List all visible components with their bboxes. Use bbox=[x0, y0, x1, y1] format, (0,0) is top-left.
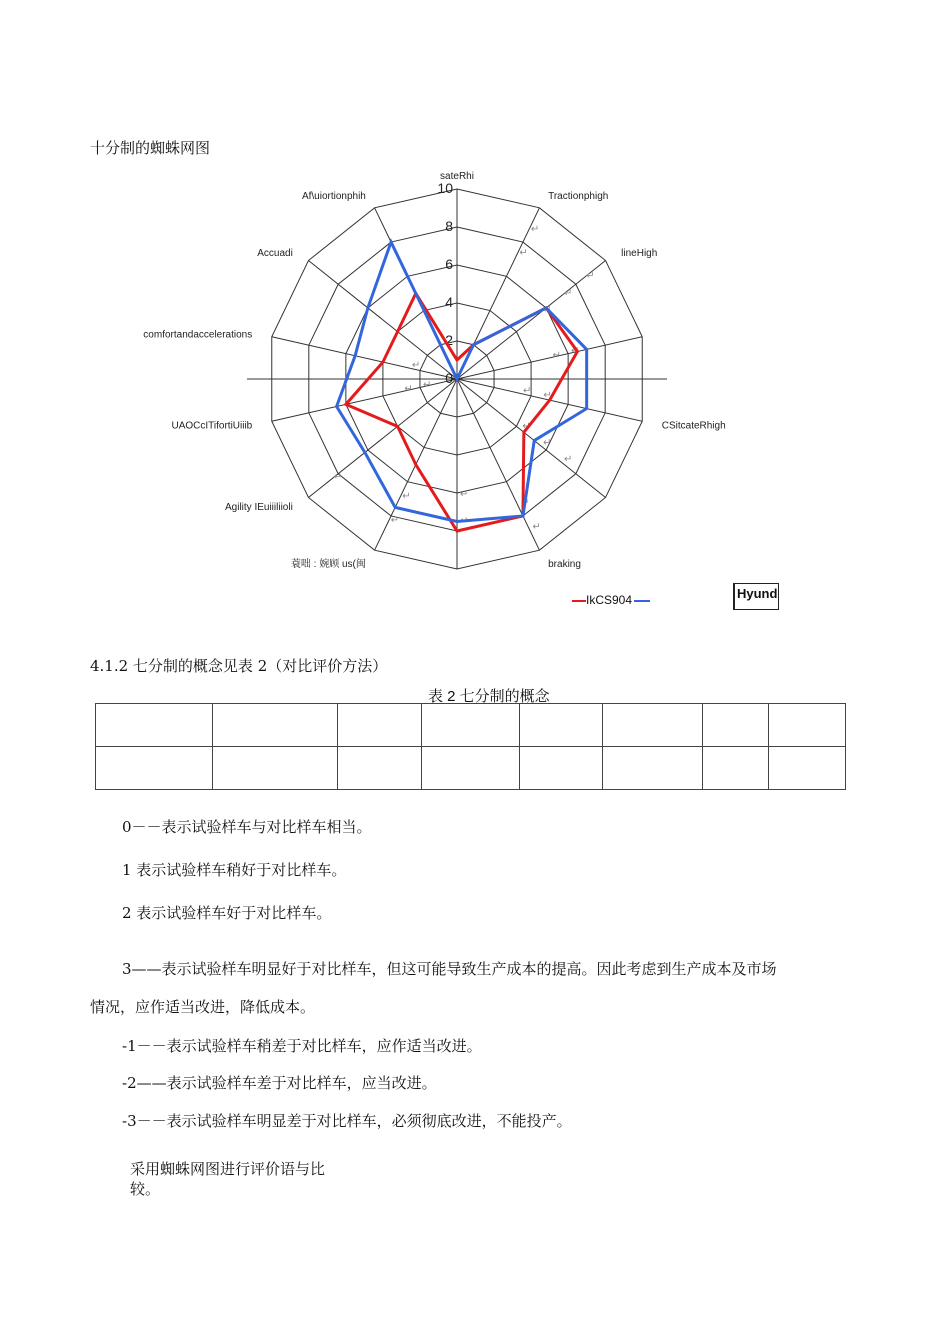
table-cell bbox=[422, 747, 520, 790]
paragraph: 情况，应作适当改进，降低成本。 bbox=[90, 998, 316, 1016]
axis-spoke bbox=[457, 379, 606, 497]
paragraph: -3－－表示试验样车明显差于对比样车，必须彻底改进，不能投产。 bbox=[122, 1112, 572, 1130]
edit-arrow-mark: ↵ bbox=[522, 385, 532, 397]
edit-arrow-mark: ↵ bbox=[530, 223, 540, 235]
table-cell bbox=[338, 747, 422, 790]
edit-arrow-mark: ↵ bbox=[543, 390, 552, 402]
tick-label: 0 bbox=[445, 370, 453, 386]
table-caption: 表 2 七分制的概念 bbox=[428, 688, 550, 705]
axis-label: Tractionphigh bbox=[548, 191, 609, 203]
edit-arrow-mark: ↵ bbox=[402, 490, 411, 502]
edit-arrow-mark: ↵ bbox=[571, 345, 580, 357]
edit-arrow-mark: ↵ bbox=[422, 379, 432, 391]
section-heading-4-1-2: 4.1.2 七分制的概念见表 2（对比评价方法） bbox=[90, 657, 388, 675]
axis-label: UAOCcITifortiUiiib bbox=[171, 420, 253, 432]
axis-label: braking bbox=[548, 558, 581, 570]
axis-label: comfortandaccelerations bbox=[143, 329, 253, 341]
legend-entry bbox=[572, 593, 650, 607]
table-cell bbox=[603, 747, 703, 790]
table-cell bbox=[213, 747, 338, 790]
edit-arrow-mark: ↵ bbox=[543, 437, 552, 449]
table-cell bbox=[769, 704, 846, 747]
legend-line-blue bbox=[634, 600, 650, 602]
edit-arrow-mark: ↵ bbox=[519, 247, 528, 259]
table-row bbox=[96, 747, 846, 790]
paragraph: 3——表示试验样车明显好于对比样车，但这可能导致生产成本的提高。因此考虑到生产成本及市场 bbox=[122, 960, 777, 978]
table-cell bbox=[520, 704, 603, 747]
axis-label: Agility IEuiiiliioli bbox=[225, 502, 293, 514]
closing-line: 较。 bbox=[130, 1180, 161, 1198]
spider-chart-heading: 十分制的蜘蛛网图 bbox=[90, 139, 211, 157]
edit-arrow-mark: ↵ bbox=[586, 270, 595, 282]
paragraph: 0－－表示试验样车与对比样车相当。 bbox=[122, 818, 372, 836]
tick-label: 6 bbox=[445, 256, 453, 272]
table-cell bbox=[769, 747, 846, 790]
edit-arrow-mark: ↵ bbox=[460, 488, 469, 500]
table-cell bbox=[96, 704, 213, 747]
edit-arrow-mark: ↵ bbox=[563, 453, 573, 465]
table-cell bbox=[520, 747, 603, 790]
edit-arrow-mark: ↵ bbox=[563, 288, 573, 300]
edit-arrow-mark: ↵ bbox=[404, 383, 413, 395]
paragraph: -1－－表示试验样车稍差于对比样车，应作适当改进。 bbox=[122, 1037, 482, 1055]
edit-arrow-mark: ↵ bbox=[460, 515, 469, 527]
edit-arrow-mark: ↵ bbox=[390, 514, 400, 526]
edit-arrow-mark: ↵ bbox=[411, 360, 421, 372]
legend-line-red bbox=[572, 600, 586, 602]
table-cell bbox=[703, 747, 769, 790]
table-cell bbox=[422, 704, 520, 747]
paragraph: 1 表示试验样车稍好于对比样车。 bbox=[122, 861, 347, 879]
axis-spoke bbox=[457, 337, 642, 379]
edit-arrow-mark: ↵ bbox=[532, 521, 541, 533]
axis-label: Af\uiortionphih bbox=[301, 191, 366, 203]
table-cell bbox=[703, 704, 769, 747]
tick-label: 10 bbox=[437, 180, 453, 196]
table-cell bbox=[96, 747, 213, 790]
tick-label: 4 bbox=[445, 294, 453, 310]
paragraph: -2——表示试验样车差于对比样车，应当改进。 bbox=[122, 1074, 437, 1092]
table-row bbox=[96, 704, 846, 747]
paragraph: 2 表示试验样车好于对比样车。 bbox=[122, 904, 332, 922]
spider-chart bbox=[0, 158, 950, 628]
edit-arrow-mark: ↵ bbox=[552, 349, 562, 361]
axis-label: 蓑咄 : 婉顾 us(闽 bbox=[290, 558, 366, 570]
legend-brand-label: Hyund bbox=[733, 583, 779, 610]
tick-label: 2 bbox=[445, 332, 453, 348]
closing-line: 采用蜘蛛网图进行评价语与比 bbox=[130, 1160, 326, 1178]
edit-arrow-mark: ↵ bbox=[333, 471, 343, 483]
axis-label: CSitcateRhigh bbox=[661, 420, 726, 432]
concept-table bbox=[95, 703, 846, 790]
table-cell bbox=[603, 704, 703, 747]
axis-spoke bbox=[308, 379, 457, 497]
edit-arrow-mark: ↵ bbox=[521, 497, 530, 509]
axis-label: lineHigh bbox=[621, 247, 658, 259]
legend-label: IkCS904 bbox=[586, 593, 633, 607]
series-line bbox=[337, 242, 587, 521]
edit-arrow-mark: ↵ bbox=[543, 304, 552, 316]
axis-label: sateRhi bbox=[440, 171, 474, 182]
tick-label: 8 bbox=[445, 218, 453, 234]
edit-arrow-mark: ↵ bbox=[522, 420, 531, 432]
table-cell bbox=[213, 704, 338, 747]
axis-spoke bbox=[272, 337, 457, 379]
table-cell bbox=[338, 704, 422, 747]
axis-spoke bbox=[457, 261, 606, 379]
axis-label: Accuadi bbox=[257, 247, 293, 259]
